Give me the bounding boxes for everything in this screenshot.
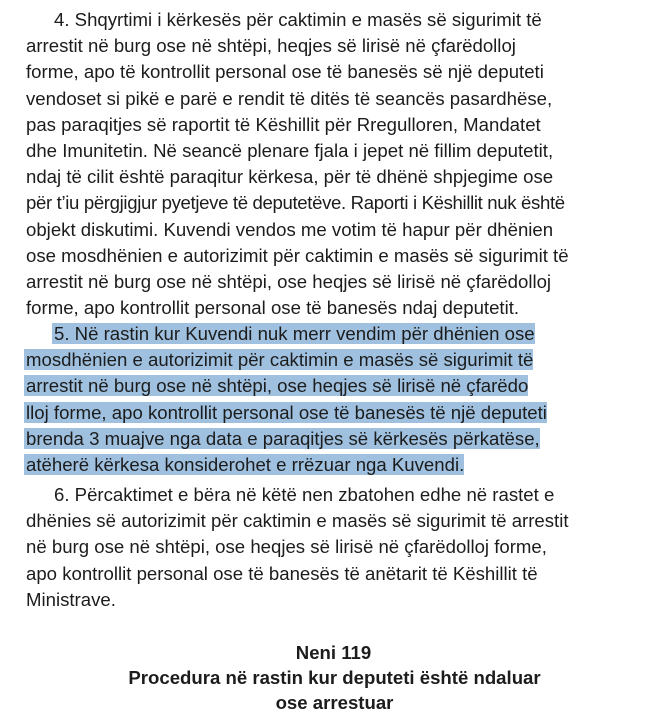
highlighted-line[interactable] (26, 400, 641, 426)
article-title-line-2: ose arrestuar (275, 692, 394, 713)
highlighted-line[interactable] (26, 426, 641, 452)
highlight-span[interactable]: atëherë kërkesa konsiderohet e rrëzuar nga Kuvendi. (26, 453, 465, 475)
paragraph-line: forme, apo kontrollit personal ose të banesës ndaj deputetit. (26, 297, 520, 319)
paragraph-line: pas paraqitjes së raportit të Këshillit për Rregulloren, Mandatet (26, 113, 541, 135)
highlight-span[interactable]: 5. Në rastin kur Kuvendi nuk merr vendim për dhënien ose (54, 323, 535, 344)
paragraph-line: dhënies së autorizimit për caktimin e masës së sigurimit të arrestit (26, 510, 569, 532)
paragraph-line: vendoset si pikë e parë e rendit të ditës të seancës pasardhëse, (26, 87, 553, 109)
paragraph-line: 6. Përcaktimet e bëra në këtë nen zbatohen edhe në rastet e (54, 484, 555, 505)
article-title-line-1: Procedura në rastin kur deputeti është ndaluar (128, 667, 541, 688)
paragraph-line: për t’iu përgjigjur pyetjeve të deputetëve. Raporti i Këshillit nuk është (26, 192, 565, 214)
paragraph-line: objekt diskutimi. Kuvendi vendos me votim të hapur për dhënien (26, 218, 554, 240)
highlighted-line[interactable] (26, 452, 641, 478)
highlight-span[interactable]: mosdhënien e autorizimit për caktimin e masës së sigurimit të (26, 349, 534, 371)
highlight-span[interactable]: brenda 3 muajve nga data e paraqitjes së kërkesës përkatëse, (26, 427, 540, 449)
paragraph-6 (26, 482, 641, 613)
paragraph-line: ndaj të cilit është paraqitur kërkesa, për të dhënë shpjegime ose (26, 166, 554, 188)
paragraph-line: në burg ose në shtëpi, ose heqjes së lirisë në çfarëdolloj forme, (26, 536, 547, 558)
paragraph-line: 4. Shqyrtimi i kërkesës për caktimin e masës së sigurimit të (54, 9, 542, 30)
paragraph-line: arrestit në burg ose në shtëpi, heqjes së lirisë në çfarëdolloj (26, 35, 516, 57)
paragraph-line: apo kontrollit personal ose të banesës të anëtarit të Këshillit të (26, 562, 538, 584)
highlighted-line[interactable] (26, 347, 641, 373)
paragraph-line: ose mosdhënien e autorizimit për caktimin e masës së sigurimit të (26, 244, 569, 266)
paragraph-4 (26, 7, 641, 321)
highlighted-line[interactable] (26, 373, 641, 399)
paragraph-line: Ministrave. (26, 588, 116, 610)
paragraph-line: forme, apo të kontrollit personal ose të banesës së një deputeti (26, 61, 544, 83)
paragraph-line: dhe Imunitetin. Në seancë plenare fjala i jepet në fillim deputetit, (26, 139, 554, 161)
paragraph-line: arrestit në burg ose në shtëpi, ose heqjes së lirisë në çfarëdolloj (26, 270, 552, 292)
paragraph-5-highlighted[interactable] (26, 321, 641, 478)
article-number: Neni 119 (295, 642, 372, 663)
highlight-span[interactable]: arrestit në burg ose në shtëpi, ose heqjes së lirisë në çfarëdo (26, 375, 529, 397)
highlight-span[interactable]: lloj forme, apo kontrollit personal ose të banesës të një deputeti (26, 401, 547, 423)
highlighted-line[interactable] (26, 321, 641, 347)
